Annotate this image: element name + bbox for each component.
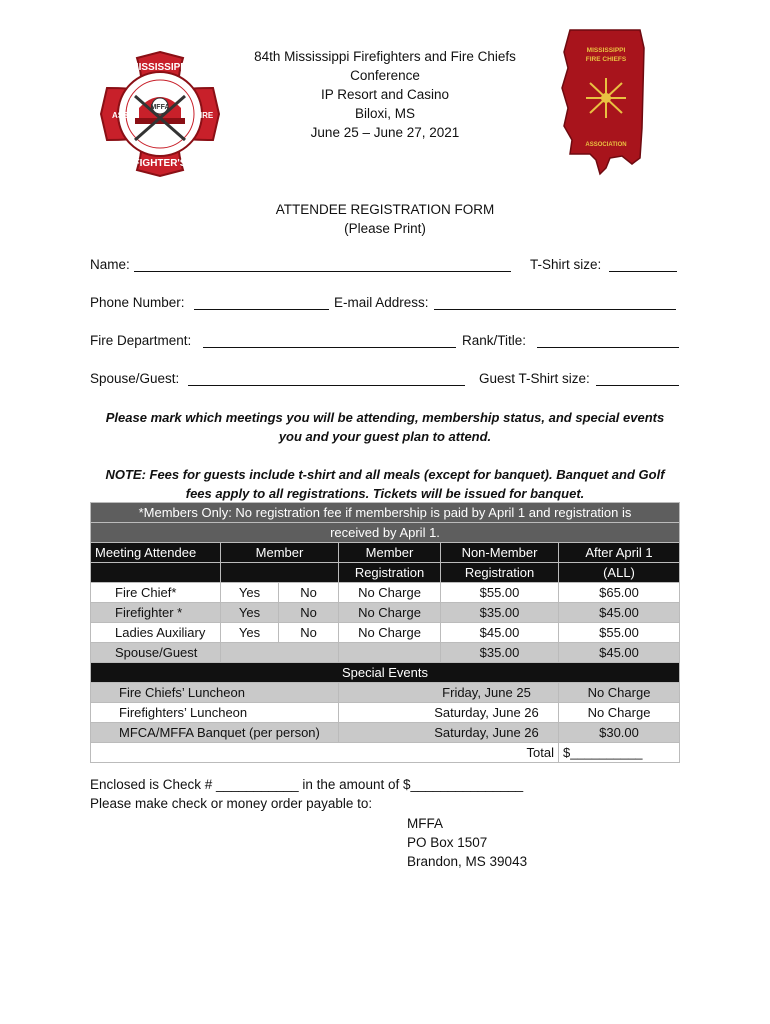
total-label: Total xyxy=(91,743,559,763)
rank-label: Rank/Title: xyxy=(462,333,527,348)
attendee-label: Spouse/Guest xyxy=(91,643,221,663)
svg-text:MFFA: MFFA xyxy=(150,104,170,111)
members-banner: *Members Only: No registration fee if membership is paid by April 1 and registration is xyxy=(91,503,680,523)
event-date: Saturday, June 26 xyxy=(339,723,559,743)
col-nonmember: Non-Member xyxy=(441,543,559,563)
event-label: Fire Chiefs’ Luncheon xyxy=(91,683,339,703)
event-date: Saturday, June 26 xyxy=(339,703,559,723)
header-line: Biloxi, MS xyxy=(354,106,415,121)
header-line: June 25 – June 27, 2021 xyxy=(310,125,460,140)
email-label: E-mail Address: xyxy=(334,295,429,310)
form-title-main: ATTENDEE REGISTRATION FORM xyxy=(275,202,495,217)
col-attendee: Meeting Attendee xyxy=(91,543,221,563)
event-row xyxy=(91,703,680,723)
payment-info xyxy=(90,775,523,813)
dept-label: Fire Department: xyxy=(90,333,192,348)
after-fee: $45.00 xyxy=(559,603,680,623)
event-price: No Charge xyxy=(559,683,680,703)
svg-text:FIRE CHIEFS: FIRE CHIEFS xyxy=(585,56,627,63)
col-after-2: (ALL) xyxy=(559,563,680,583)
instructions-line: Please mark which meetings you will be attending, membership status, and special events xyxy=(105,410,665,425)
nonmember-fee: $35.00 xyxy=(441,643,559,663)
svg-text:ASS'N.: ASS'N. xyxy=(112,111,139,120)
nonmember-fee: $45.00 xyxy=(441,623,559,643)
tshirt-field[interactable] xyxy=(609,258,677,272)
after-fee: $45.00 xyxy=(559,643,680,663)
address-line: Brandon, MS 39043 xyxy=(407,854,528,869)
header-line: IP Resort and Casino xyxy=(320,87,450,102)
header-line: 84th Mississippi Firefighters and Fire Chiefs xyxy=(254,49,516,64)
table-row xyxy=(91,623,680,643)
event-date: Friday, June 25 xyxy=(339,683,559,703)
instructions-line: you and your guest plan to attend. xyxy=(278,429,492,444)
note-line: NOTE: Fees for guests include t-shirt and all meals (except for banquet). Banquet and Golf xyxy=(105,467,665,482)
note-line: fees apply to all registrations. Tickets will be issued for banquet. xyxy=(185,486,585,501)
nonmember-fee: $55.00 xyxy=(441,583,559,603)
mailing-address xyxy=(407,814,527,871)
no-option[interactable]: No xyxy=(279,623,339,643)
check-line: Enclosed is Check # ___________ in the amount of $_______________ xyxy=(90,777,524,792)
guest-tshirt-label: Guest T-Shirt size: xyxy=(479,371,590,386)
total-field[interactable]: $__________ xyxy=(559,743,680,763)
svg-text:FIRE: FIRE xyxy=(195,111,214,120)
no-option[interactable]: No xyxy=(279,583,339,603)
instructions xyxy=(70,408,700,446)
col-after: After April 1 xyxy=(559,543,680,563)
dept-field[interactable] xyxy=(203,334,456,348)
spouse-field[interactable] xyxy=(188,372,465,386)
address-line: MFFA xyxy=(407,816,443,831)
address-line: PO Box 1507 xyxy=(407,835,488,850)
attendee-label: Firefighter * xyxy=(91,603,221,623)
after-fee: $65.00 xyxy=(559,583,680,603)
name-label: Name: xyxy=(90,257,130,272)
col-member-reg: Member xyxy=(339,543,441,563)
event-row xyxy=(91,683,680,703)
phone-label: Phone Number: xyxy=(90,295,185,310)
form-title xyxy=(235,200,535,238)
table-row xyxy=(91,583,680,603)
member-reg: No Charge xyxy=(339,623,441,643)
table-row xyxy=(91,603,680,623)
svg-text:FIGHTER'S: FIGHTER'S xyxy=(133,158,187,169)
yes-option[interactable]: Yes xyxy=(221,623,279,643)
svg-text:MISSISSIPPI: MISSISSIPPI xyxy=(130,62,190,73)
no-option[interactable]: No xyxy=(279,603,339,623)
yes-option[interactable]: Yes xyxy=(221,603,279,623)
table-row xyxy=(91,643,680,663)
svg-text:ASSOCIATION: ASSOCIATION xyxy=(585,142,627,148)
spouse-label: Spouse/Guest: xyxy=(90,371,180,386)
attendee-label: Ladies Auxiliary xyxy=(91,623,221,643)
col-member: Member xyxy=(221,543,339,563)
col-member-reg-2: Registration xyxy=(339,563,441,583)
guest-tshirt-field[interactable] xyxy=(596,372,679,386)
yes-option[interactable]: Yes xyxy=(221,583,279,603)
rank-field[interactable] xyxy=(537,334,679,348)
after-fee: $55.00 xyxy=(559,623,680,643)
header-line: Conference xyxy=(350,68,420,83)
conference-header xyxy=(230,47,540,142)
payable-line: Please make check or money order payable to: xyxy=(90,796,373,811)
email-field[interactable] xyxy=(434,296,676,310)
total-row xyxy=(91,743,680,763)
attendee-label: Fire Chief* xyxy=(91,583,221,603)
name-field[interactable] xyxy=(134,258,511,272)
form-title-sub: (Please Print) xyxy=(344,221,426,236)
special-events-header: Special Events xyxy=(91,663,680,683)
tshirt-label: T-Shirt size: xyxy=(530,257,602,272)
fees-note xyxy=(70,465,700,503)
mfca-logo xyxy=(560,28,652,180)
event-label: MFCA/MFFA Banquet (per person) xyxy=(91,723,339,743)
members-banner-2: received by April 1. xyxy=(91,523,680,543)
event-price: $30.00 xyxy=(559,723,680,743)
fee-table xyxy=(90,502,680,763)
event-label: Firefighters’ Luncheon xyxy=(91,703,339,723)
member-reg: No Charge xyxy=(339,583,441,603)
phone-field[interactable] xyxy=(194,296,329,310)
member-reg: No Charge xyxy=(339,603,441,623)
member-reg xyxy=(339,643,441,663)
mffa-logo xyxy=(95,48,225,180)
col-nonmember-2: Registration xyxy=(441,563,559,583)
svg-text:MISSISSIPPI: MISSISSIPPI xyxy=(586,47,626,54)
nonmember-fee: $35.00 xyxy=(441,603,559,623)
event-price: No Charge xyxy=(559,703,680,723)
event-row xyxy=(91,723,680,743)
